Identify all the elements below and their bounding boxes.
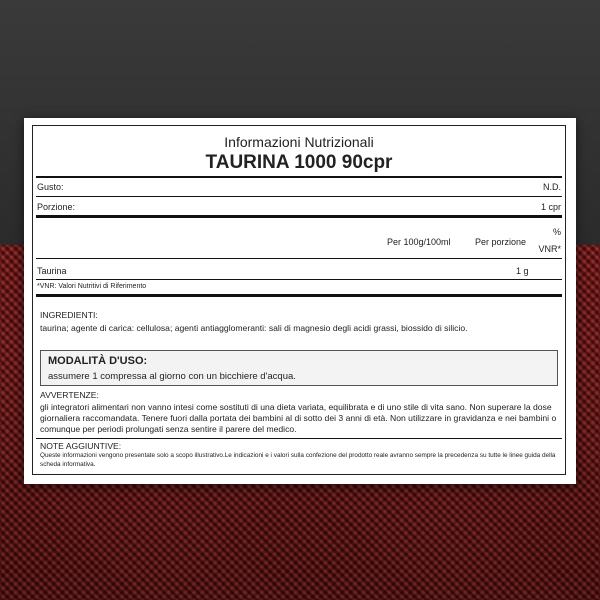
nutrition-label-frame — [32, 125, 566, 475]
divider-thin — [36, 438, 562, 439]
usage-title: MODALITÀ D'USO: — [48, 355, 148, 367]
divider-thick — [36, 215, 562, 218]
per-portion-header: Per porzione — [475, 237, 527, 247]
warnings-text: gli integratori alimentari non vanno intesi come sostituti di una dieta variata, equilibrata e di uno stile di vita sano. Non superare la dose giornaliera raccomandata. Tenere fuori dalla portata dei bambini al di sotto dei 3 anni di età. Non utilizzare in gravidanza e nei bambini o comunque per periodi prolungati senza sentire il parere del medico. — [40, 402, 557, 434]
vnr-footnote: *VNR: Valori Nutritivi di Riferimento — [37, 283, 147, 290]
ingredients-text: taurina; agente di carica: cellulosa; agenti antiagglomeranti: sali di magnesio degli acidi grassi, biossido di silicio. — [40, 323, 468, 333]
usage-box — [40, 350, 558, 386]
label-title: Informazioni Nutrizionali — [224, 134, 374, 150]
warnings-label: AVVERTENZE: — [40, 390, 99, 400]
porzione-label: Porzione: — [37, 202, 76, 212]
ingredients-label: INGREDIENTI: — [40, 310, 98, 320]
notes-text: Queste informazioni vengono presentate solo a scopo illustrativo.Le indicazioni e i valori sulla confezione del prodotto reale avranno sempre la precedenza su tutte le linee guida della scheda informativa. — [40, 452, 556, 468]
divider-thick — [36, 294, 562, 297]
notes-label: NOTE AGGIUNTIVE: — [40, 441, 122, 451]
vnr-percent-header: % — [552, 227, 561, 237]
porzione-value: 1 cpr — [540, 202, 561, 212]
gusto-value: N.D. — [543, 182, 561, 192]
divider-thick — [36, 176, 562, 178]
nutrition-label-card — [24, 118, 576, 484]
divider-thin — [36, 279, 562, 280]
nutrient-name: Taurina — [37, 266, 67, 276]
per-100g-header: Per 100g/100ml — [387, 237, 451, 247]
gusto-label: Gusto: — [37, 182, 64, 192]
vnr-header: VNR* — [538, 244, 561, 254]
divider-thin — [36, 196, 562, 197]
divider-thin — [36, 258, 562, 259]
nutrient-per-portion: 1 g — [516, 266, 529, 276]
product-name: TAURINA 1000 90cpr — [205, 152, 393, 173]
usage-text: assumere 1 compressa al giorno con un bicchiere d'acqua. — [48, 371, 296, 382]
